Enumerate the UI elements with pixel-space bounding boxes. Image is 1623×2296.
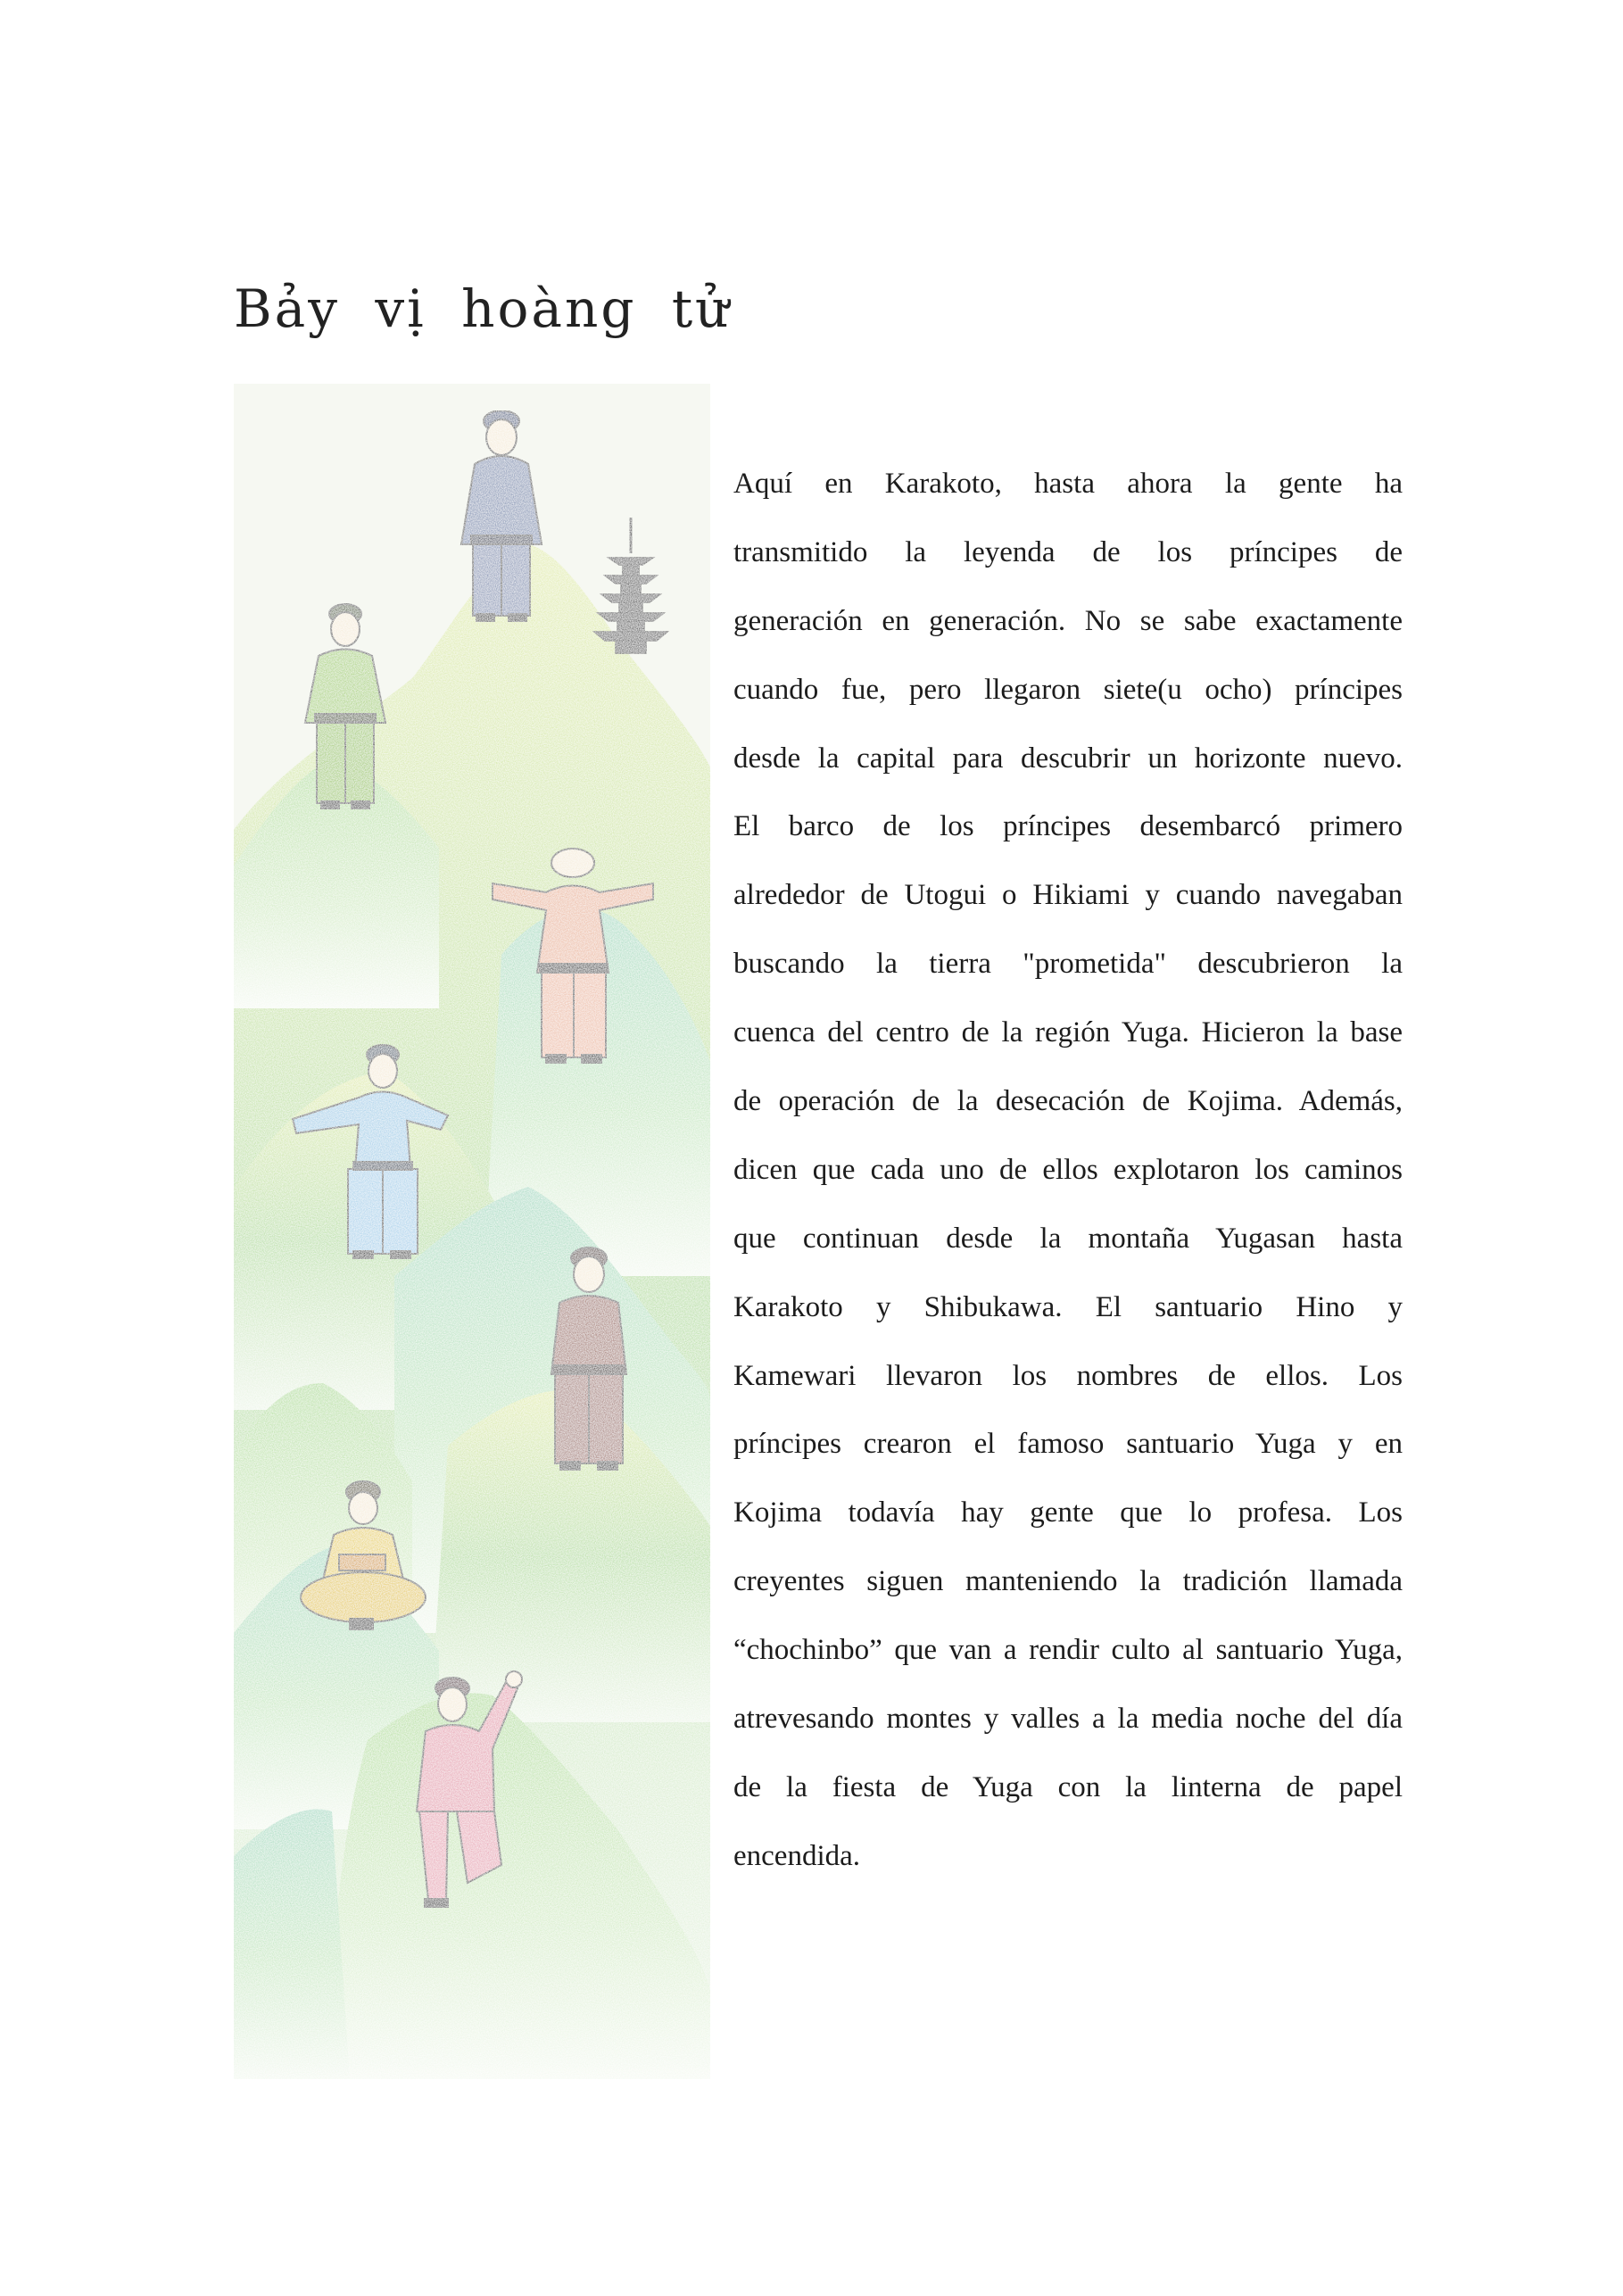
page-title: Bảy vị hoàng tử xyxy=(234,278,732,339)
story-line: de la fiesta de Yuga con la linterna de papel xyxy=(733,1770,1403,1803)
story-text xyxy=(733,450,1403,1891)
story-line: encendida. xyxy=(733,1839,861,1872)
hills-and-princes-drawing xyxy=(234,384,710,2079)
illustration-seven-princes xyxy=(234,384,710,2079)
story-line: Kamewari llevaron los nombres de ellos. Los xyxy=(733,1359,1403,1392)
story-line: príncipes crearon el famoso santuario Yuga y en xyxy=(733,1428,1403,1461)
story-line: alrededor de Utogui o Hikiami y cuando navegaban xyxy=(733,879,1403,912)
story-line: Kojima todavía hay gente que lo profesa. Los xyxy=(733,1496,1403,1529)
story-line: desde la capital para descubrir un horizonte nuevo. xyxy=(733,742,1403,775)
story-line: que continuan desde la montaña Yugasan hasta xyxy=(733,1222,1403,1255)
story-line: Karakoto y Shibukawa. El santuario Hino y xyxy=(733,1290,1403,1323)
story-line: cuenca del centro de la región Yuga. Hicieron la base xyxy=(733,1016,1403,1049)
story-line: cuando fue, pero llegaron siete(u ocho) príncipes xyxy=(733,673,1403,706)
story-line: atrevesando montes y valles a la media noche del día xyxy=(733,1703,1403,1736)
story-line: de operación de la desecación de Kojima. Además, xyxy=(733,1085,1403,1118)
story-line: transmitido la leyenda de los príncipes de xyxy=(733,535,1403,568)
story-line: dicen que cada uno de ellos explotaron los caminos xyxy=(733,1153,1403,1186)
story-line: buscando la tierra "prometida" descubrieron la xyxy=(733,948,1403,981)
story-line: Aquí en Karakoto, hasta ahora la gente ha xyxy=(733,468,1403,500)
story-line: El barco de los príncipes desembarcó primero xyxy=(733,810,1403,843)
story-line: generación en generación. No se sabe exactamente xyxy=(733,604,1403,637)
hill-bottom-far-left xyxy=(234,1809,350,2079)
story-line: creyentes siguen manteniendo la tradición llamada xyxy=(733,1565,1403,1598)
story-line: “chochinbo” que van a rendir culto al santuario Yuga, xyxy=(733,1634,1403,1667)
